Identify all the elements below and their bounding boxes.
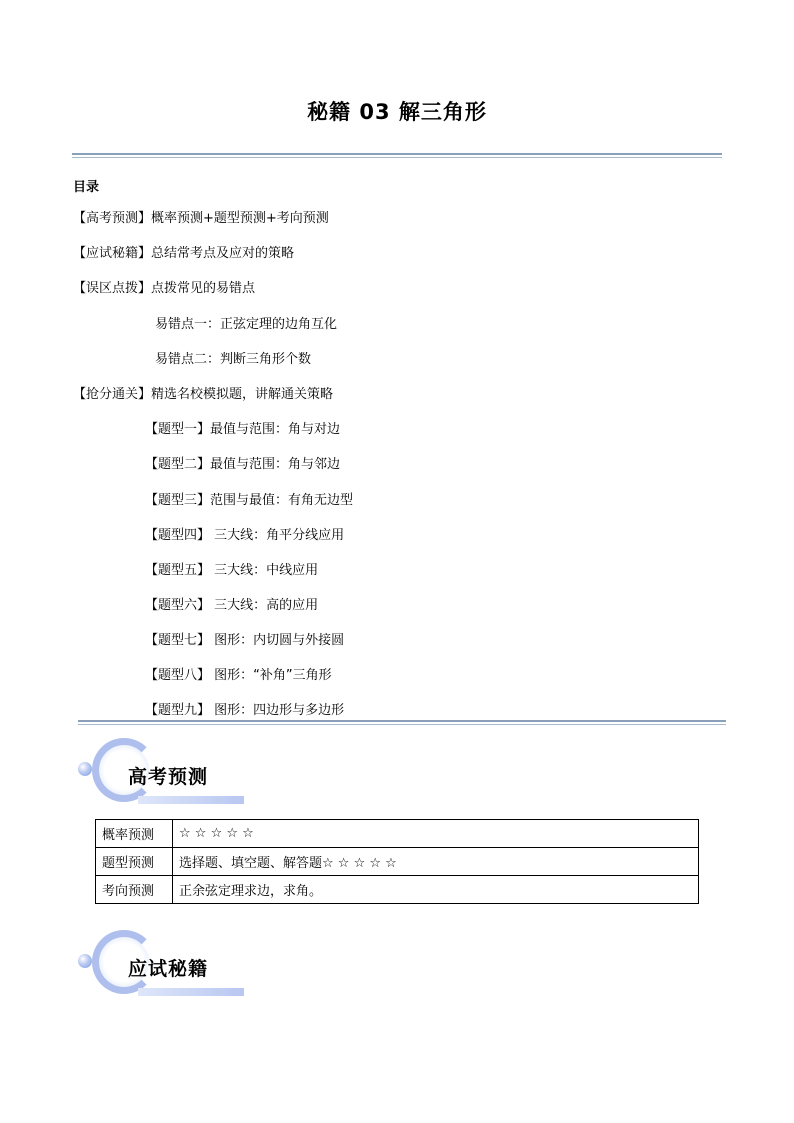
banner-underline <box>138 988 244 996</box>
toc-subitem-type-2: 【题型二】最值与范围：角与邻边 <box>145 457 341 472</box>
section-banner-strategy <box>76 930 246 1002</box>
toc-subitem-type-7: 【题型七】 图形：内切圆与外接圆 <box>145 633 345 648</box>
section-banner-forecast <box>76 738 246 810</box>
top-divider <box>72 153 722 158</box>
table-cell-label: 题型预测 <box>96 848 173 876</box>
section-heading-strategy: 应试秘籍 <box>128 958 209 980</box>
toc-item-pitfalls: 【误区点拨】点拨常见的易错点 <box>73 281 256 296</box>
toc-subitem-type-4: 【题型四】 三大线：角平分线应用 <box>145 528 345 543</box>
table-cell-label: 考向预测 <box>96 876 173 904</box>
toc-item-practice: 【抢分通关】精选名校模拟题，讲解通关策略 <box>73 387 334 402</box>
toc-subitem-type-5: 【题型五】 三大线：中线应用 <box>145 563 319 578</box>
toc-subitem-type-3: 【题型三】范围与最值：有角无边型 <box>145 493 354 508</box>
toc-divider <box>78 720 726 725</box>
section-heading-forecast: 高考预测 <box>128 766 209 788</box>
toc-item-forecast: 【高考预测】概率预测+题型预测+考向预测 <box>73 211 329 226</box>
table-row <box>96 820 699 848</box>
toc-subitem-type-8: 【题型八】 图形：“补角”三角形 <box>145 668 332 683</box>
table-cell-value: 正余弦定理求边，求角。 <box>173 876 699 904</box>
toc-subitem-type-1: 【题型一】最值与范围：角与对边 <box>145 422 341 437</box>
table-cell-value: ☆ ☆ ☆ ☆ ☆ <box>173 820 699 848</box>
table-cell-value: 选择题、填空题、解答题☆ ☆ ☆ ☆ ☆ <box>173 848 699 876</box>
toc-item-strategy: 【应试秘籍】总结常考点及应对的策略 <box>73 246 295 261</box>
table-cell-label: 概率预测 <box>96 820 173 848</box>
toc-subitem-pitfall-1: 易错点一：正弦定理的边角互化 <box>155 317 338 332</box>
table-row <box>96 876 699 904</box>
toc-subitem-pitfall-2: 易错点二：判断三角形个数 <box>155 352 312 367</box>
toc-heading: 目录 <box>73 180 100 195</box>
banner-dot-icon <box>78 954 92 968</box>
page-title: 秘籍 03 解三角形 <box>307 100 487 124</box>
banner-dot-icon <box>78 762 92 776</box>
banner-underline <box>138 796 244 804</box>
forecast-table <box>95 819 699 904</box>
table-row <box>96 848 699 876</box>
toc-subitem-type-9: 【题型九】 图形：四边形与多边形 <box>145 703 345 718</box>
toc-subitem-type-6: 【题型六】 三大线：高的应用 <box>145 598 319 613</box>
